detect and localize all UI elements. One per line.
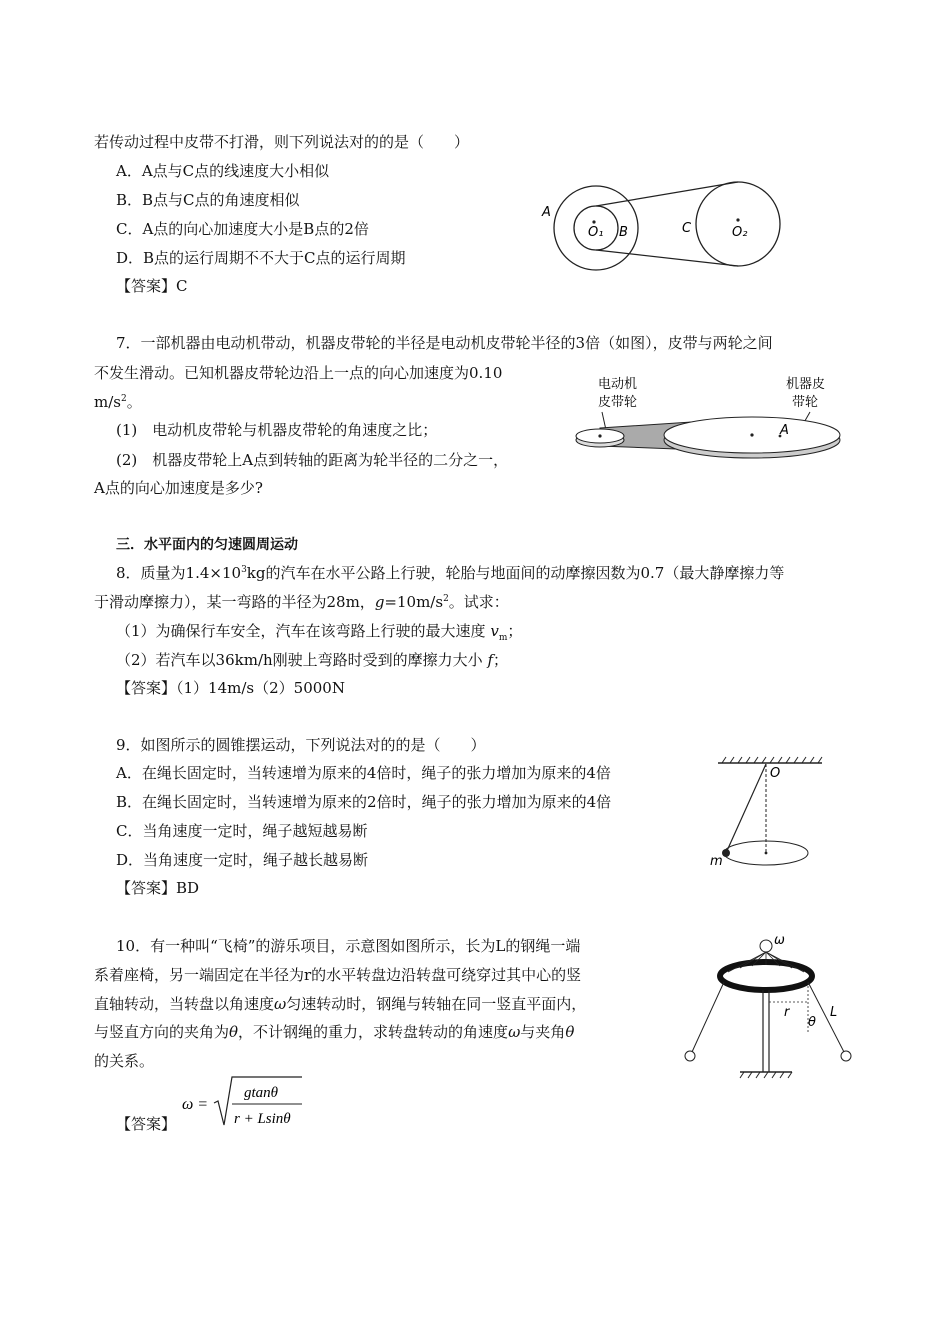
conical-pendulum-figure <box>700 755 830 875</box>
formula-denominator: r + Lsinθ <box>234 1111 291 1127</box>
q7-line1: 7．一部机器由电动机带动，机器皮带轮的半径是电动机皮带轮半径的3倍（如图），皮带与两轮之间 <box>116 334 773 352</box>
q7-sub2b: A点的向心加速度是多少? <box>94 479 263 497</box>
belt-pulley-figure <box>536 176 796 276</box>
label-l: L <box>830 1005 838 1020</box>
q10-line2: 系着座椅，另一端固定在半径为r的水平转盘边沿转盘可绕穿过其中心的竖 <box>94 966 582 984</box>
q6-option-c: C．A点的向心加速度大小是B点的2倍 <box>116 220 369 238</box>
label-c: C <box>682 221 692 236</box>
q10-answer-label: 【答案】 <box>116 1115 177 1133</box>
q10-line1: 10．有一种叫“飞椅”的游乐项目，示意图如图所示，长为L的钢绳一端 <box>116 937 581 955</box>
q8-sub2: （2）若汽车以36km/h刚驶上弯路时受到的摩擦力大小 f； <box>116 651 509 669</box>
q6-option-a: A．A点与C点的线速度大小相似 <box>116 162 330 180</box>
q6-answer: 【答案】C <box>116 277 188 295</box>
q9-option-d: D．当角速度一定时，绳子越长越易断 <box>116 851 369 869</box>
formula-lhs: ω = <box>182 1096 209 1113</box>
q6-stem: 若传动过程中皮带不打滑，则下列说法对的的是（ ） <box>94 133 470 151</box>
label-o: O <box>770 766 781 781</box>
answer-formula <box>180 1073 310 1131</box>
label-omega: ω <box>774 933 785 948</box>
label-point-a: A <box>780 423 789 438</box>
label-o1: O₁ <box>588 225 604 240</box>
q9-option-c: C．当角速度一定时，绳子越短越易断 <box>116 822 368 840</box>
q6-option-d: D．B点的运行周期不不大于C点的运行周期 <box>116 249 406 267</box>
label-r: r <box>784 1005 790 1020</box>
flying-chair-figure <box>680 932 860 1084</box>
q8-sub1: （1）为确保行车安全，汽车在该弯路上行驶的最大速度 $v_m$； <box>116 622 523 643</box>
motor-machine-pulley-figure <box>572 370 844 460</box>
q10-line3: 直轴转动，当转盘以角速度ω匀速转动时，钢绳与转轴在同一竖直平面内， <box>94 995 587 1013</box>
q7-line2: 不发生滑动。已知机器皮带轮边沿上一点的向心加速度为0.10 <box>94 364 503 382</box>
label-theta: θ <box>808 1015 816 1030</box>
label-b: B <box>619 225 628 240</box>
q9-option-b: B．在绳长固定时，当转速增为原来的2倍时，绳子的张力增加为原来的4倍 <box>116 793 612 811</box>
section-3-title: 三．水平面内的匀速圆周运动 <box>116 537 298 553</box>
q10-line5: 的关系。 <box>94 1052 155 1070</box>
q8-answer: 【答案】（1）14m/s（2）5000N <box>116 679 345 697</box>
label-machine-1: 机器皮 <box>786 377 826 392</box>
label-a: A <box>542 205 551 220</box>
q7-sub2: (2) 机器皮带轮上A点到转轴的距离为轮半径的二分之一， <box>116 451 509 469</box>
q9-answer: 【答案】BD <box>116 879 200 897</box>
q6-option-b: B．B点与C点的角速度相似 <box>116 191 300 209</box>
label-o2: O₂ <box>732 225 748 240</box>
label-motor-2: 皮带轮 <box>598 395 638 410</box>
label-motor-1: 电动机 <box>598 377 638 392</box>
q8-line2: 于滑动摩擦力），某一弯路的半径为28m，$g=10m/s^2$。试求： <box>94 593 509 611</box>
q7-sub1: (1) 电动机皮带轮与机器皮带轮的角速度之比； <box>116 421 438 439</box>
q9-option-a: A．在绳长固定时，当转速增为原来的4倍时，绳子的张力增加为原来的4倍 <box>116 764 611 782</box>
label-machine-2: 带轮 <box>792 395 819 410</box>
q9-stem: 9．如图所示的圆锥摆运动，下列说法对的的是（ ） <box>116 736 486 754</box>
q10-line4: 与竖直方向的夹角为θ，不计钢绳的重力，求转盘转动的角速度ω与夹角θ <box>94 1023 575 1041</box>
formula-numerator: gtanθ <box>244 1085 279 1101</box>
q7-line3: $m/s^2$。 <box>94 393 142 411</box>
label-m: m <box>710 854 723 869</box>
q8-line1: 8．质量为$1.4\times 10^3kg$的汽车在水平公路上行驶，轮胎与地面间的动摩擦因数为0.7（最大静摩擦力等 <box>116 564 785 582</box>
